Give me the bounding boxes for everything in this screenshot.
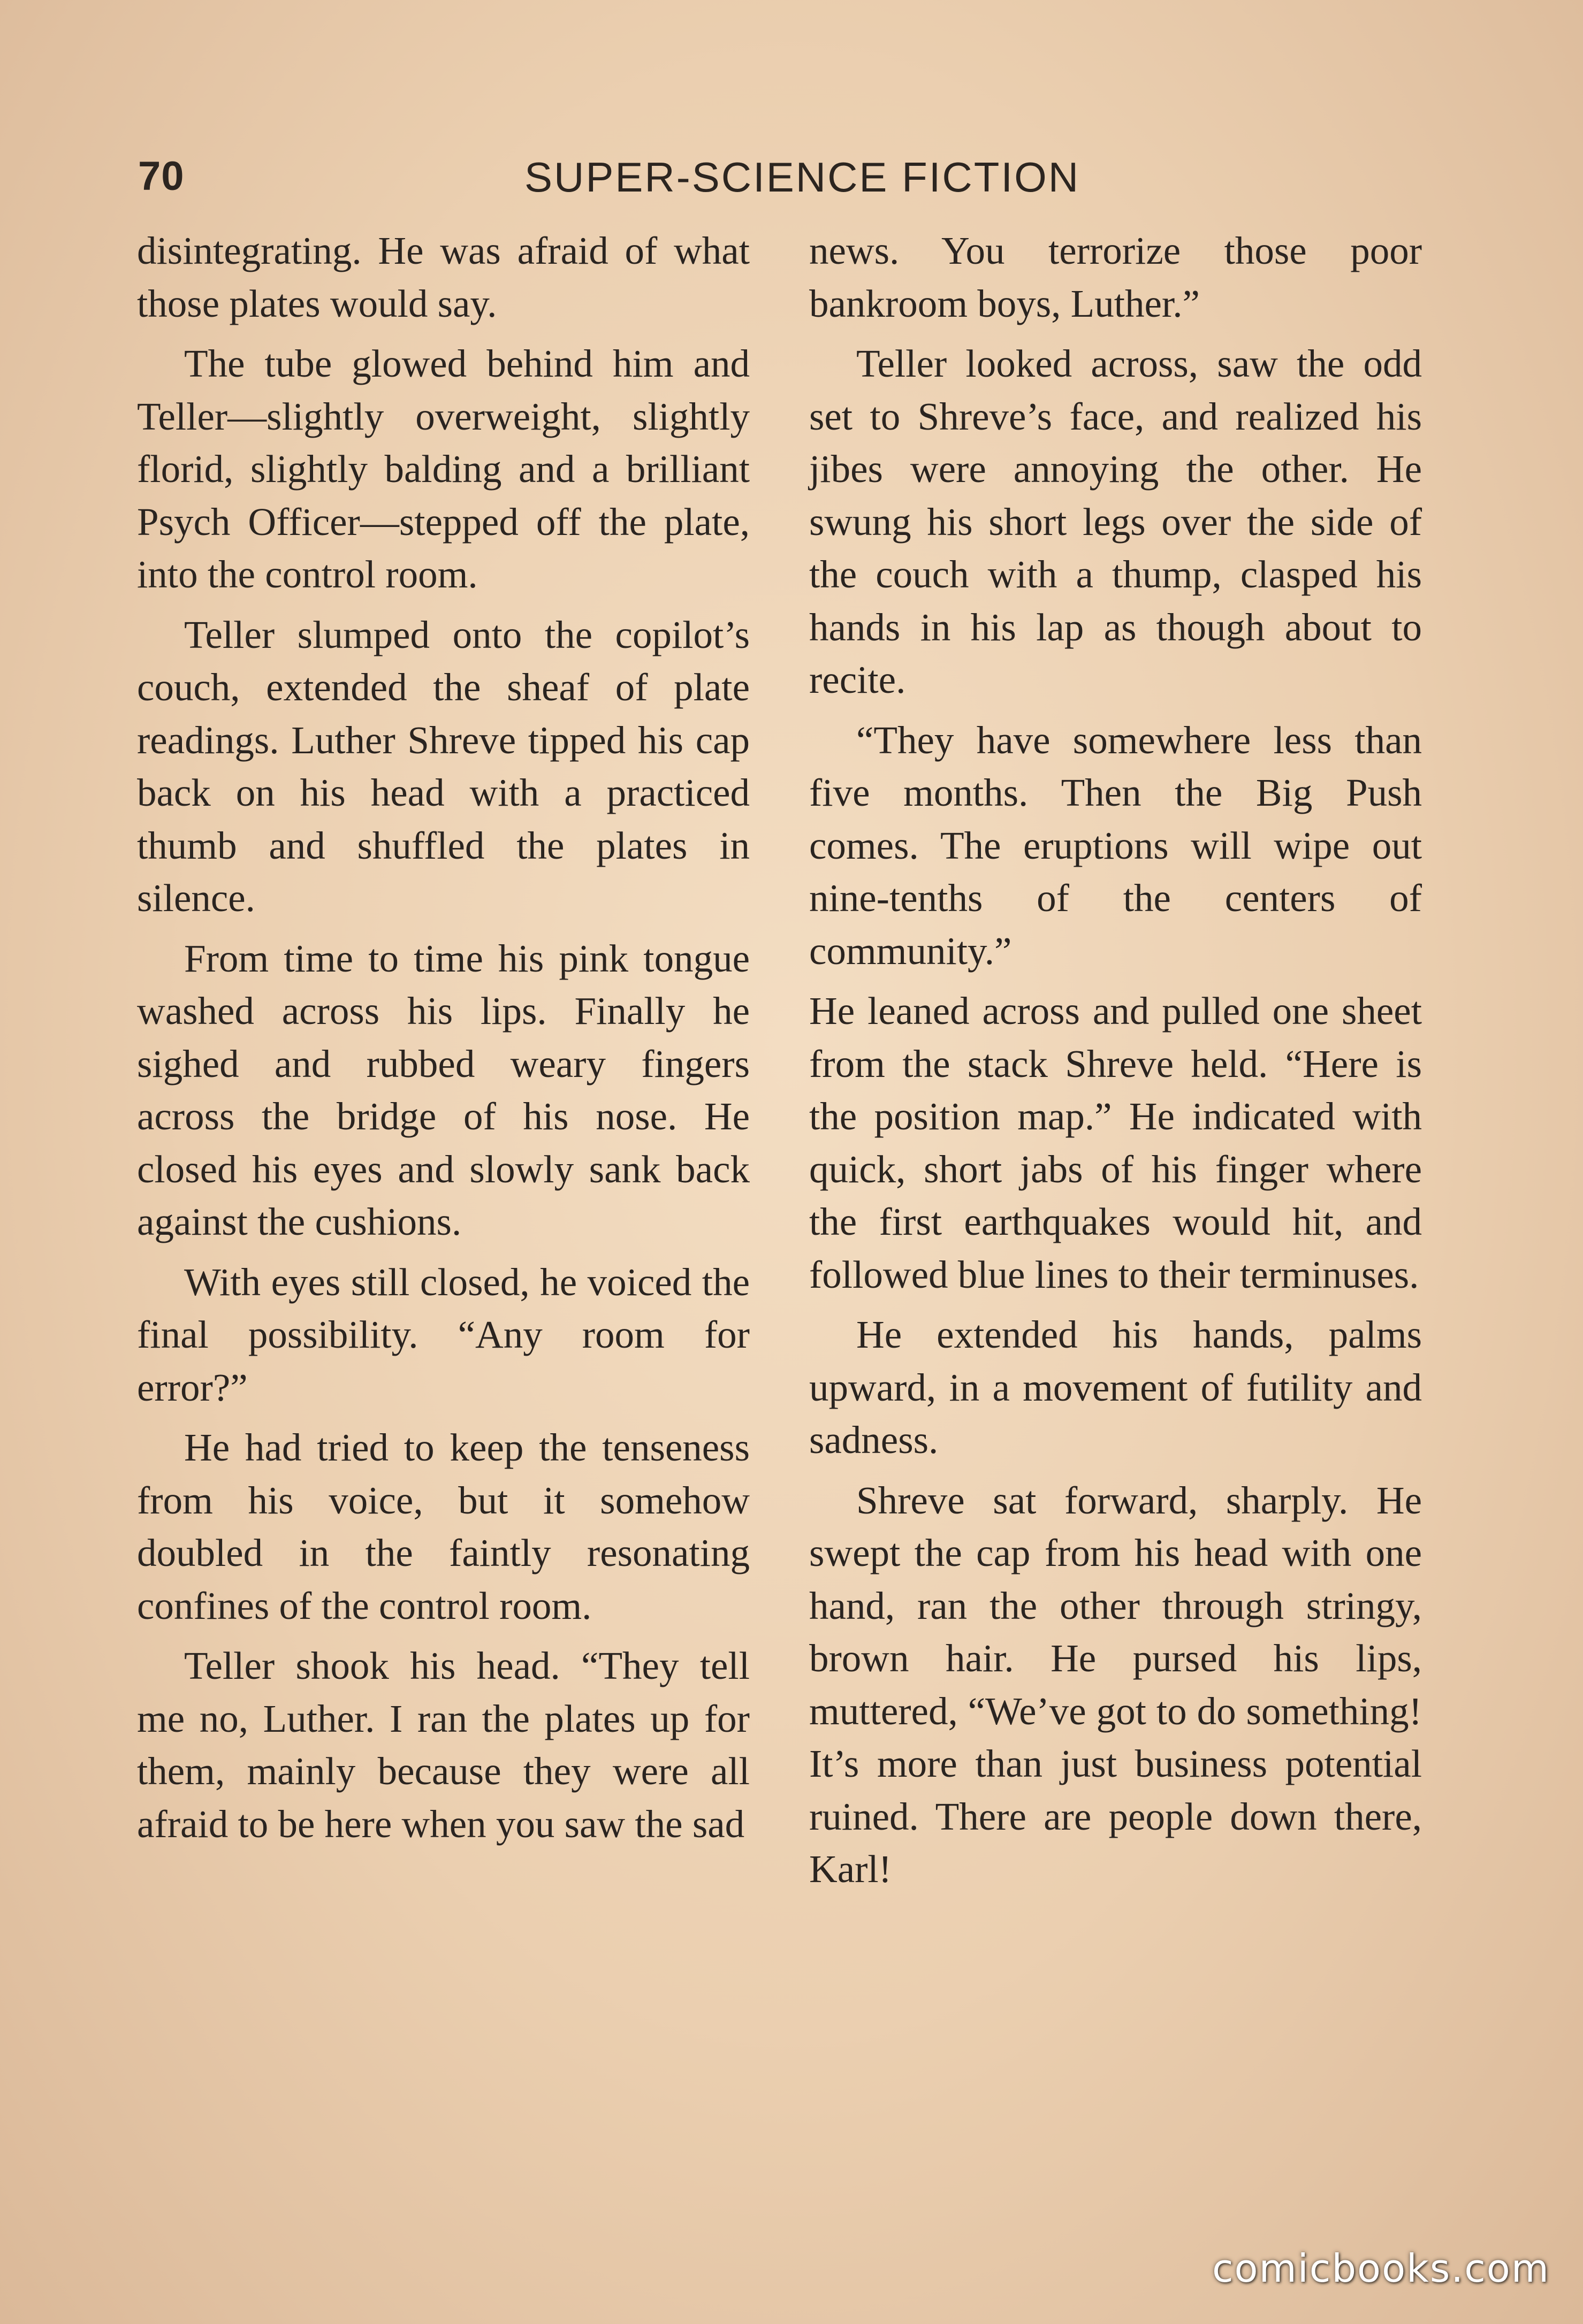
paragraph: Teller slumped onto the copilot’s couch, extended the sheaf of plate readings. Luther Shreve tipped his cap back on his head with a practiced thumb and shuffled the plates in silence. (137, 613, 750, 920)
paragraph: Teller looked across, saw the odd set to Shreve’s face, and realized his jibes were annoying the other. He swung his short legs over the side of the couch with a thump, clasped his hands in his lap as though about to recite. (809, 342, 1422, 701)
right-column (809, 225, 1422, 1903)
page-number: 70 (138, 154, 185, 199)
left-column (137, 225, 750, 1858)
paragraph: “They have somewhere less than five months. Then the Big Push comes. The eruptions will wipe out nine-tenths of the centers of community.” (809, 718, 1422, 973)
paragraph: The tube glowed behind him and Teller—slightly overweight, slightly florid, slightly balding and a brilliant Psych Officer—stepped off the plate, into the control room. (137, 342, 750, 596)
paragraph: Teller shook his head. “They tell me no, Luther. I ran the plates up for them, mainly because they were all afraid to be here when you saw the sad (137, 1644, 750, 1846)
paragraph: He had tried to keep the tenseness from his voice, but it somehow doubled in the faintly resonating confines of the control room. (137, 1426, 750, 1627)
paragraph: With eyes still closed, he voiced the final possibility. “Any room for error?” (137, 1260, 750, 1409)
paragraph: disintegrating. He was afraid of what those plates would say. (137, 229, 750, 325)
paragraph: He leaned across and pulled one sheet from the stack Shreve held. “Here is the position map.” He indicated with quick, short jabs of his finger where the first earthquakes would hit, and followed blue lines to their terminuses. (809, 989, 1422, 1296)
paragraph: From time to time his pink tongue washed across his lips. Finally he sighed and rubbed weary fingers across the bridge of his nose. He closed his eyes and slowly sank back against the cushions. (137, 936, 750, 1243)
paragraph: He extended his hands, palms upward, in a movement of futility and sadness. (809, 1313, 1422, 1462)
watermark: comicbooks.com (1212, 2246, 1550, 2291)
paragraph: Shreve sat forward, sharply. He swept the cap from his head with one hand, ran the other through stringy, brown hair. He pursed his lips, muttered, “We’ve got to do something! It’s more than just business potential ruined. There are people down there, Karl! (809, 1478, 1422, 1891)
running-title: SUPER-SCIENCE FICTION (524, 154, 1080, 201)
paragraph: news. You terrorize those poor bankroom boys, Luther.” (809, 229, 1422, 325)
